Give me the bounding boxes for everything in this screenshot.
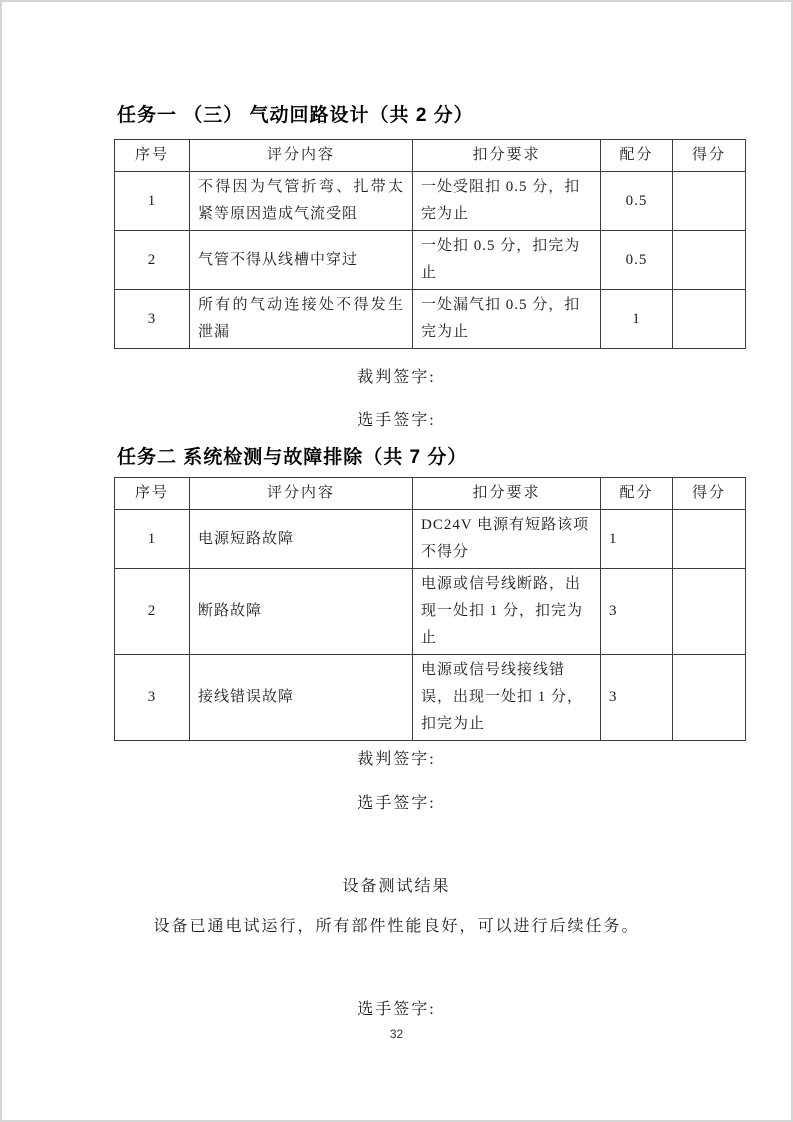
section1-judge-signature-label: 裁判签字: <box>357 369 436 386</box>
row-content: 所有的气动连接处不得发生泄漏 <box>190 290 413 349</box>
row-earned <box>673 655 746 741</box>
row-score: 0.5 <box>601 172 673 231</box>
table-row <box>115 290 746 349</box>
section1-score-table <box>114 139 746 349</box>
column-header-no: 序号 <box>115 140 190 172</box>
row-earned <box>673 172 746 231</box>
column-header-requirement: 扣分要求 <box>413 140 601 172</box>
table-header-row <box>115 140 746 172</box>
row-earned <box>673 290 746 349</box>
section1-player-signature-label: 选手签字: <box>357 412 436 429</box>
row-no: 3 <box>115 655 190 741</box>
row-score: 3 <box>601 655 673 741</box>
table-row <box>115 172 746 231</box>
table-row <box>115 655 746 741</box>
row-content: 接线错误故障 <box>190 655 413 741</box>
row-earned <box>673 569 746 655</box>
section2-score-table <box>114 477 746 741</box>
row-earned <box>673 510 746 569</box>
column-header-earned: 得分 <box>673 478 746 510</box>
column-header-score: 配分 <box>601 140 673 172</box>
row-score: 1 <box>601 290 673 349</box>
device-test-title: 设备测试结果 <box>342 878 451 895</box>
column-header-content: 评分内容 <box>190 140 413 172</box>
section2-title: 任务二 系统检测与故障排除（共 7 分） <box>117 447 468 468</box>
row-content: 不得因为气管折弯、扎带太紧等原因造成气流受阻 <box>190 172 413 231</box>
row-content: 气管不得从线槽中穿过 <box>190 231 413 290</box>
table-row <box>115 231 746 290</box>
row-score: 3 <box>601 569 673 655</box>
table-row <box>115 510 746 569</box>
column-header-no: 序号 <box>115 478 190 510</box>
section2-judge-signature-label: 裁判签字: <box>357 751 436 768</box>
section2-player-signature-label: 选手签字: <box>357 795 436 812</box>
device-test-player-signature-label: 选手签字: <box>357 1001 436 1018</box>
row-requirement: 一处受阻扣 0.5 分，扣完为止 <box>413 172 601 231</box>
device-test-note: 设备已通电试运行，所有部件性能良好，可以进行后续任务。 <box>153 918 640 935</box>
row-score: 0.5 <box>601 231 673 290</box>
row-content: 电源短路故障 <box>190 510 413 569</box>
row-requirement: 一处漏气扣 0.5 分，扣完为止 <box>413 290 601 349</box>
row-requirement: 一处扣 0.5 分，扣完为止 <box>413 231 601 290</box>
table-header-row <box>115 478 746 510</box>
column-header-score: 配分 <box>601 478 673 510</box>
row-earned <box>673 231 746 290</box>
column-header-earned: 得分 <box>673 140 746 172</box>
column-header-requirement: 扣分要求 <box>413 478 601 510</box>
column-header-content: 评分内容 <box>190 478 413 510</box>
row-no: 1 <box>115 510 190 569</box>
row-requirement: DC24V 电源有短路该项不得分 <box>413 510 601 569</box>
row-requirement: 电源或信号线接线错误，出现一处扣 1 分，扣完为止 <box>413 655 601 741</box>
page-number: 32 <box>389 1027 404 1041</box>
table-row <box>115 569 746 655</box>
section1-title: 任务一 （三） 气动回路设计（共 2 分） <box>117 105 474 126</box>
row-no: 2 <box>115 569 190 655</box>
row-no: 3 <box>115 290 190 349</box>
row-no: 1 <box>115 172 190 231</box>
row-no: 2 <box>115 231 190 290</box>
row-content: 断路故障 <box>190 569 413 655</box>
row-score: 1 <box>601 510 673 569</box>
row-requirement: 电源或信号线断路，出现一处扣 1 分，扣完为止 <box>413 569 601 655</box>
